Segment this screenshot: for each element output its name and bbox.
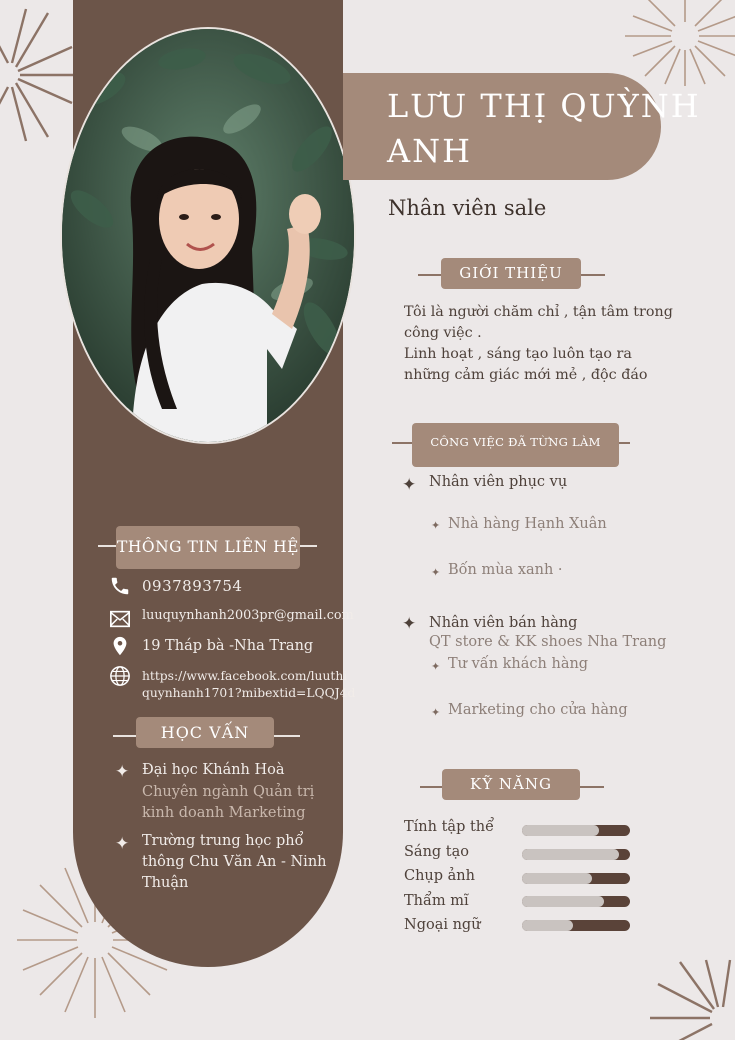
- work-task: Marketing cho cửa hàng: [448, 702, 628, 718]
- facebook-url-line[interactable]: quynhanh1701?mibextid=LQQJ4d: [142, 686, 356, 700]
- skill-label: Ngoại ngữ: [404, 917, 481, 933]
- skill-label: Chụp ảnh: [404, 868, 475, 884]
- work-job-2: Nhân viên bán hàng: [429, 615, 578, 631]
- section-heading-education: HỌC VẤN: [136, 717, 274, 748]
- contact-email[interactable]: luuquynhanh2003pr@gmail.com: [142, 608, 354, 623]
- skill-bar: [522, 849, 630, 860]
- education-divider-right: [270, 735, 300, 737]
- intro-paragraph: [404, 302, 704, 386]
- sparkle-star-icon: ✦: [115, 762, 130, 782]
- contact-phone[interactable]: 0937893754: [142, 577, 243, 595]
- candidate-name: LƯU THỊ QUỲNH ANH: [387, 87, 701, 170]
- intro-line: những cảm giác mới mẻ , độc đáo: [404, 367, 648, 383]
- sparkle-star-icon: ✦: [402, 614, 417, 634]
- skill-label: Thẩm mĩ: [404, 893, 469, 909]
- sunburst-decoration-bottom-right: [645, 958, 735, 1040]
- section-heading-skills: KỸ NĂNG: [442, 769, 580, 800]
- sunburst-decoration-top-left: [0, 5, 80, 145]
- intro-line: công việc .: [404, 325, 482, 341]
- sparkle-star-icon: ✦: [115, 834, 130, 854]
- mail-icon: [109, 608, 131, 630]
- skill-bar-fill: [522, 825, 599, 836]
- work-task: Tư vấn khách hàng: [448, 656, 589, 672]
- education-school: Trường trung học phổ thông Chu Văn An - Ninh Thuận: [142, 833, 327, 891]
- skill-bar: [522, 825, 630, 836]
- section-heading-intro: GIỚI THIỆU: [441, 258, 581, 289]
- job-title: Nhân viên sale: [388, 196, 547, 220]
- section-heading-contact: THÔNG TIN LIÊN HỆ: [116, 526, 300, 569]
- skill-bar: [522, 873, 630, 884]
- skill-bar: [522, 920, 630, 931]
- work-place: QT store & KK shoes Nha Trang: [429, 634, 667, 650]
- sparkle-star-icon: ✦: [431, 660, 441, 673]
- intro-line: Linh hoạt , sáng tạo luôn tạo ra: [404, 346, 632, 362]
- skill-bar-fill: [522, 873, 592, 884]
- contact-address: 19 Tháp bà -Nha Trang: [142, 638, 314, 654]
- skill-bar: [522, 896, 630, 907]
- education-school: Đại học Khánh Hoà: [142, 762, 285, 778]
- phone-icon: [109, 575, 131, 597]
- sparkle-star-icon: ✦: [402, 475, 417, 495]
- work-place: Nhà hàng Hạnh Xuân: [448, 516, 607, 532]
- profile-photo: [60, 27, 356, 444]
- sparkle-star-icon: ✦: [431, 706, 441, 719]
- skill-bar-fill: [522, 896, 604, 907]
- location-pin-icon: [109, 635, 131, 657]
- work-job-1: Nhân viên phục vụ: [429, 474, 568, 490]
- skill-label: Tính tập thể: [404, 819, 495, 835]
- globe-icon: [109, 665, 131, 687]
- contact-facebook-link[interactable]: [142, 668, 355, 702]
- skill-bar-fill: [522, 920, 573, 931]
- intro-line: Tôi là người chăm chỉ , tận tâm trong: [404, 304, 673, 320]
- education-detail: Chuyên ngành Quản trị kinh doanh Marketing: [142, 784, 315, 821]
- sparkle-star-icon: ✦: [431, 566, 441, 579]
- skill-bar-fill: [522, 849, 619, 860]
- sparkle-star-icon: ✦: [431, 519, 441, 532]
- skill-label: Sáng tạo: [404, 844, 470, 860]
- facebook-url-line[interactable]: https://www.facebook.com/luuthi: [142, 669, 348, 683]
- work-place: Bốn mùa xanh ·: [448, 562, 563, 578]
- section-heading-work: CÔNG VIỆC ĐÃ TỪNG LÀM: [412, 423, 619, 467]
- contact-divider-right: [297, 545, 317, 547]
